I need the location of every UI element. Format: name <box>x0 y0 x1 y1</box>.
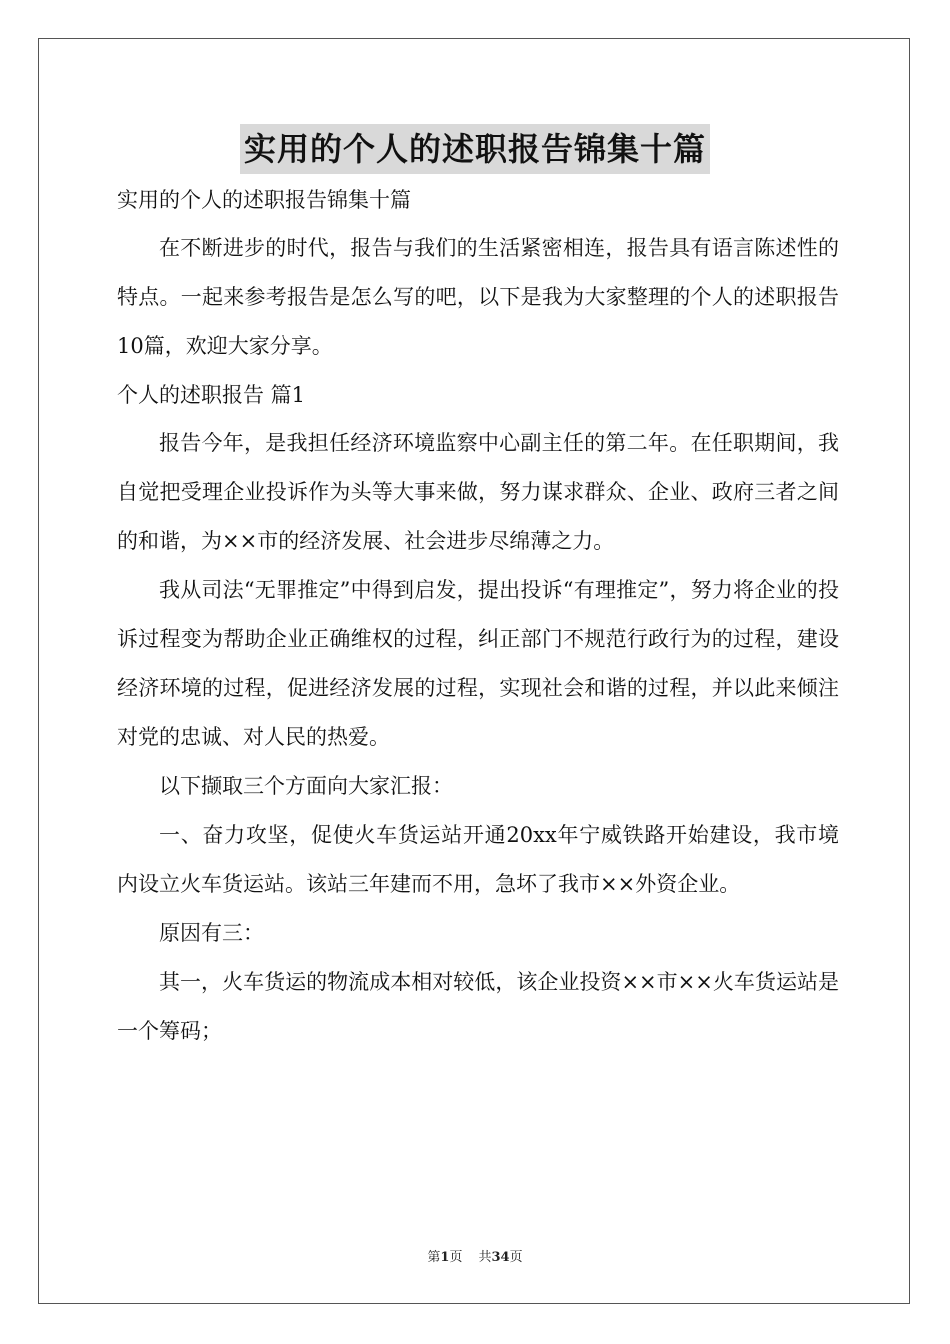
body-paragraph: 其一，火车货运的物流成本相对较低，该企业投资××市××火车货运站是一个筹码； <box>117 970 839 1043</box>
document-title: 实用的个人的述职报告锦集十篇 <box>240 124 710 174</box>
body-paragraph: 一、奋力攻坚，促使火车货运站开通20xx年宁威铁路开始建设，我市境内设立火车货运站。该站三年建而不用，急坏了我市××外资企业。 <box>117 823 839 896</box>
page-prefix: 第 <box>427 1250 441 1265</box>
body-paragraph: 以下撷取三个方面向大家汇报： <box>159 774 453 798</box>
body-paragraph: 我从司法“无罪推定”中得到启发，提出投诉“有理推定”，努力将企业的投诉过程变为帮助企业正确维权的过程，纠正部门不规范行政行为的过程，建设经济环境的过程，促进经济发展的过程，实现社会和谐的过程，并以此来倾注对党的忠诚、对人民的热爱。 <box>117 578 839 749</box>
page-suffix: 页 <box>449 1250 463 1265</box>
total-prefix: 共 <box>478 1250 492 1265</box>
section-heading: 个人的述职报告 篇1 <box>117 383 306 407</box>
page-footer <box>0 1246 950 1265</box>
total-pages: 34 <box>491 1250 510 1265</box>
body-paragraph: 原因有三： <box>159 921 264 945</box>
body-paragraph: 报告今年，是我担任经济环境监察中心副主任的第二年。在任职期间，我自觉把受理企业投诉作为头等大事来做，努力谋求群众、企业、政府三者之间的和谐，为××市的经济发展、社会进步尽绵薄之力。 <box>117 431 839 553</box>
document-subtitle: 实用的个人的述职报告锦集十篇 <box>117 188 411 212</box>
intro-paragraph: 在不断进步的时代，报告与我们的生活紧密相连，报告具有语言陈述性的特点。一起来参考报告是怎么写的吧，以下是我为大家整理的个人的述职报告10篇，欢迎大家分享。 <box>117 236 839 358</box>
total-suffix: 页 <box>509 1250 523 1265</box>
document-body <box>117 176 839 1056</box>
title-area <box>0 124 950 174</box>
page-number: 1 <box>440 1250 450 1265</box>
